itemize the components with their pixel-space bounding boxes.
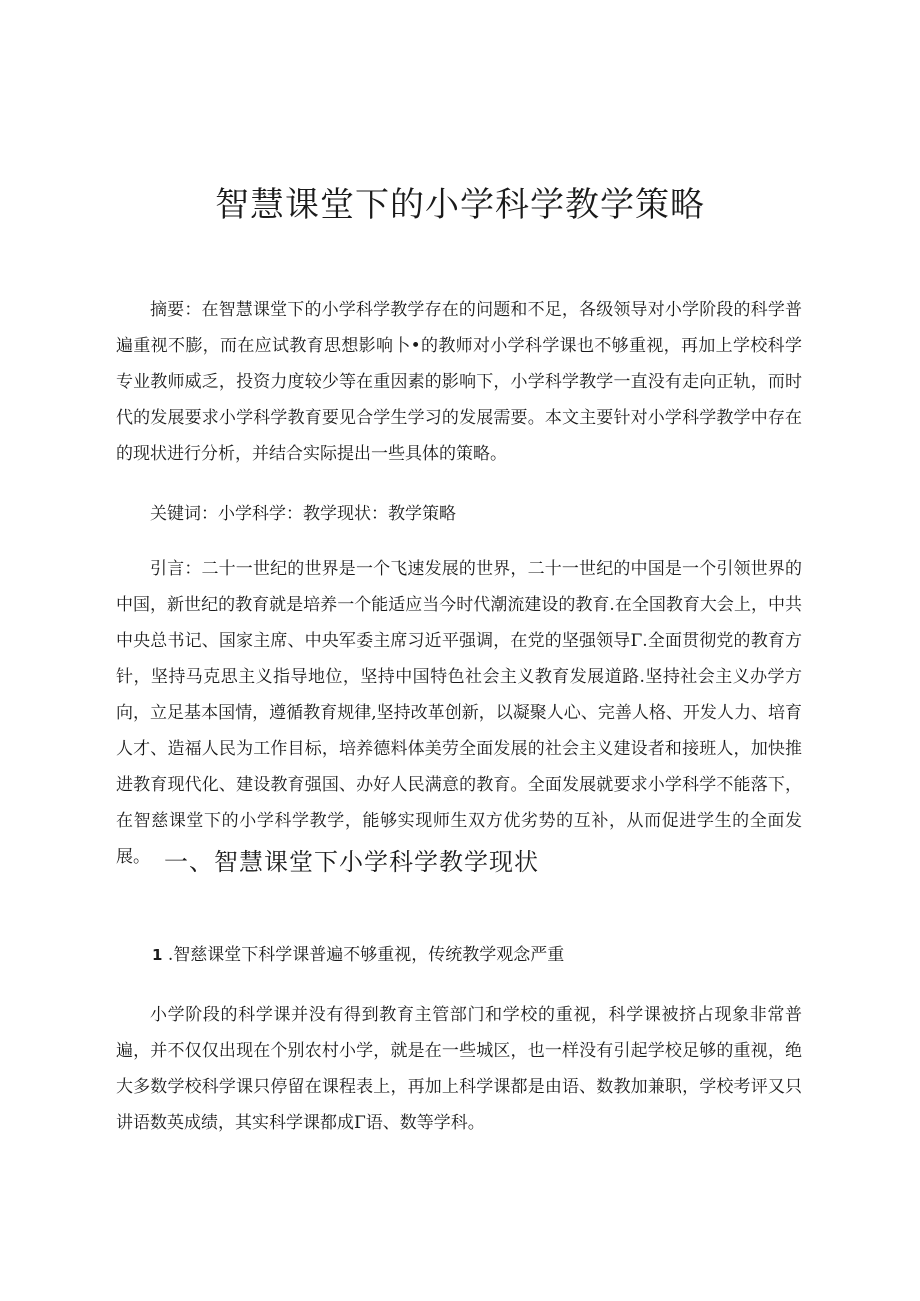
subsection-number: 1 xyxy=(152,946,163,964)
section-heading-1: 一、智慧课堂下小学科学教学现状 xyxy=(164,848,539,876)
keywords-line: 关键词：小学科学：教学现状：教学策略 xyxy=(150,504,456,524)
abstract-paragraph: 摘要：在智慧课堂下的小学科学教学存在的问题和不足，各级领导对小学阶段的科学普遍重视不膨，而在应试教育思想影响卜•的教师对小学科学课也不够重视，再加上学校科学专业教师威乏，投资力度较少等在重因素的影响下，小学科学教学一直没有走向正轨，而时代的发展要求小学科学教育要见合学生学习的发展需要。本文主要针对小学科学教学中存在的现状进行分析，并结合实际提出一些具体的策略。 xyxy=(116,300,802,464)
document-title: 智慧课堂下的小学科学教学策略 xyxy=(215,184,705,225)
subsection-heading-1 xyxy=(152,940,792,970)
introduction-paragraph: 引言：二十一世纪的世界是一个飞速发展的世界，二十一世纪的中国是一个引领世界的中国，新世纪的教育就是培养一个能适应当今时代潮流建设的教育.在全国教育大会上，中共中央总书记、国家主席、中央军委主席习近平强调，在党的坚强领导Γ.全面贯彻党的教育方针，坚持马克思主义指导地位，坚持中国特色社会主义教育发展道路.坚持社会主义办学方向，立足基本国情，遵循教育规律,坚持改革创新，以凝聚人心、完善人格、开发人力、培育人才、造福人民为工作目标，培养德料体美劳全面发展的社会主义建设者和接班人，加快推进教育现代化、建设教育强国、办好人民满意的教育。全面发展就要求小学科学不能落下，在智慈课堂下的小学科学教学，能够实现师生双方优劣势的互补，从而促进学生的全面发展。 xyxy=(116,559,802,867)
subsection-title: .智慈课堂下科学课普遍不够重视，传统教学观念严重 xyxy=(167,945,565,965)
body-paragraph-1: 小学阶段的科学课并没有得到教育主管部门和学校的重视，科学课被挤占现象非常普遍，并不仅仅出现在个别农村小学，就是在一些城区，也一样没有引起学校足够的重视，绝大多数学校科学课只停留在课程表上，再加上科学课都是由语、数教加兼职，学校考评又只讲语数英成绩，其实科学课都成Γ语、数等学科。 xyxy=(116,1005,802,1133)
